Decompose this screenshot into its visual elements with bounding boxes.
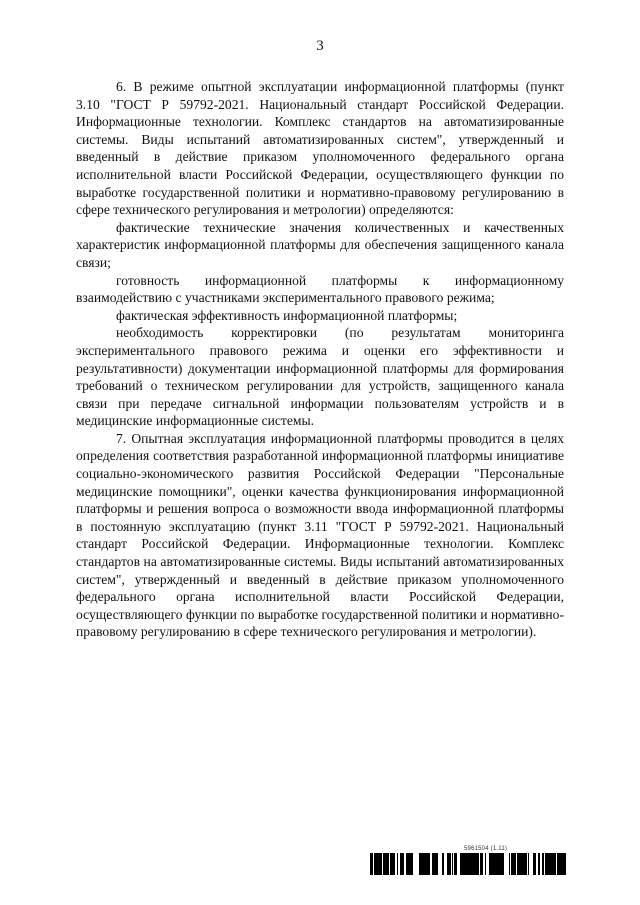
paragraph-efficiency: фактическая эффективность информационной платформы; (116, 307, 458, 323)
barcode-image (370, 853, 566, 875)
paragraph-item-6: 6. В режиме опытной эксплуатации информационной платформы (пункт 3.10 "ГОСТ Р 59792-2021. Национальный стандарт Российской Федерации. Информационные технологии. Комплекс стандартов на автоматизированные системы. Виды испытаний автоматизированных систем", утвержденный и введенный в действие приказом уполномоченного федерального органа исполнительной власти Российской Федерации, осуществляющего функции по выработке государственной политики и нормативно-правовому регулированию в сфере технического регулирования и метрологии) определяются: (76, 79, 564, 218)
paragraph-item-7: 7. Опытная эксплуатация информационной платформы проводится в целях определения соответствия разработанной информационной платформы инициативе социально-экономического развития Российской Федерации "Персональные медицинские помощники", оценки качества функционирования информационной платформы и решения вопроса о возможности ввода информационной платформы в постоянную эксплуатацию (пункт 3.11 "ГОСТ Р 59792-2021. Национальный стандарт Российской Федерации. Информационные технологии. Комплекс стандартов на автоматизированные системы. Виды испытаний автоматизированных систем", утвержденный и введенный в действие приказом уполномоченного федерального органа исполнительной власти Российской Федерации, осуществляющего функции по выработке государственной политики и нормативно-правовому регулированию в сфере технического регулирования и метрологии). (76, 430, 564, 640)
page-number: 3 (316, 38, 324, 54)
paragraph-readiness: готовность информационной платформы к информационному взаимодействию с участниками экспериментального правового режима; (76, 272, 564, 306)
document-code: 5961504 (1.11) (464, 846, 508, 852)
paragraph-correction-need: необходимость корректировки (по результатам мониторинга экспериментального правового режима и оценки его эффективности и результативности) документации информационной платформы для формирования требований о техническом регулировании для устройств, защищенного канала связи при передаче сигнальной информации пользователям устройств и в медицинские информационные системы. (76, 325, 564, 429)
document-body (76, 78, 564, 641)
paragraph-technical-values: фактические технические значения количественных и качественных характеристик информационной платформы для обеспечения защищенного канала связи; (76, 219, 564, 270)
